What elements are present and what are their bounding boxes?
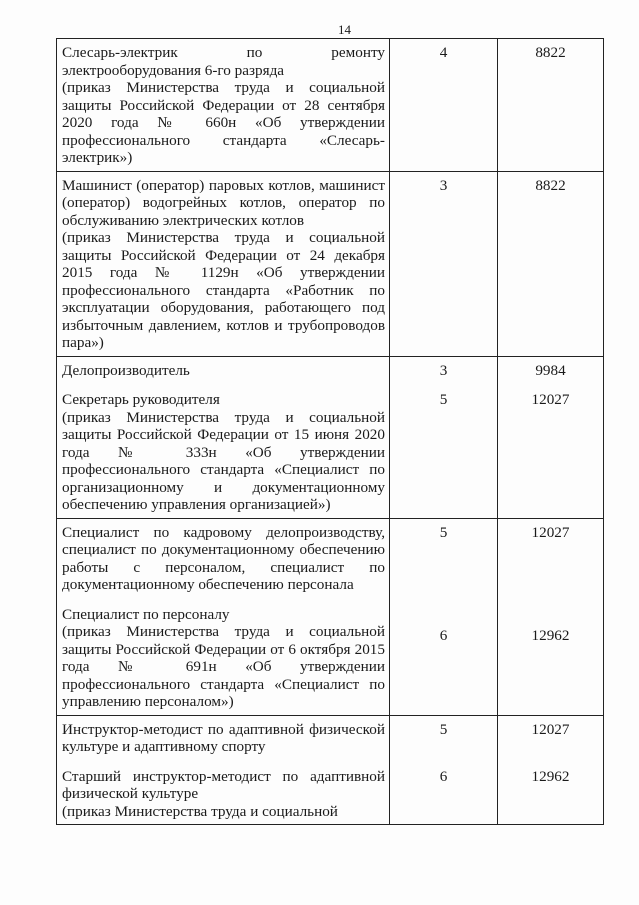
salary-cell <box>498 39 604 172</box>
table-row <box>57 171 604 356</box>
position-title: Слесарь-электрик по ремонту электрооборудования 6-го разряда <box>62 44 385 79</box>
position-title: Секретарь руководителя <box>62 391 220 408</box>
position-text <box>62 362 385 380</box>
position-text <box>62 721 385 756</box>
qualification-level: 5 <box>439 391 448 408</box>
salary-cell <box>498 518 604 715</box>
level-cell <box>390 39 498 172</box>
position-basis: (приказ Министерства труда и социальной <box>62 802 338 820</box>
position-basis: (приказ Министерства труда и социальной защиты Российской Федерации от 15 июня 2020 года № 333н «Об утверждении профессионального стандарта «Специалист по организационному и документационному обеспечению управления организацией») <box>62 408 385 513</box>
qualification-level: 3 <box>439 361 448 379</box>
table-row <box>57 715 604 825</box>
table-row <box>57 356 604 518</box>
qualification-level: 4 <box>439 44 448 61</box>
position-cell <box>57 715 390 825</box>
position-text <box>62 391 385 514</box>
level-cell <box>390 518 498 715</box>
position-basis: (приказ Министерства труда и социальной защиты Российской Федерации от 6 октября 2015 года № 691н «Об утверждении профессионального стандарта «Специалист по управлению персоналом») <box>62 623 385 710</box>
level-cell <box>390 715 498 825</box>
salary-cell <box>498 356 604 518</box>
level-cell <box>390 171 498 356</box>
position-title: Старший инструктор-методист по адаптивной физической культуре <box>62 767 385 802</box>
position-title: Машинист (оператор) паровых котлов, машинист (оператор) водогрейных котлов, оператор по обслуживанию электрических котлов <box>62 176 385 229</box>
salary-value: 12027 <box>531 523 570 541</box>
position-title: Инструктор-методист по адаптивной физической культуре и адаптивному спорту <box>62 720 385 755</box>
salary-value: 12027 <box>531 391 570 408</box>
table-row <box>57 518 604 715</box>
salary-value: 8822 <box>535 176 566 194</box>
salary-value: 12962 <box>531 627 570 644</box>
position-title: Специалист по персоналу <box>62 605 230 623</box>
qualification-level: 5 <box>439 720 448 738</box>
position-cell <box>57 356 390 518</box>
salary-value: 12027 <box>531 720 570 738</box>
salary-cell <box>498 171 604 356</box>
position-cell <box>57 518 390 715</box>
table-row <box>57 39 604 172</box>
position-text <box>62 44 385 167</box>
position-text <box>62 768 385 821</box>
position-title: Специалист по кадровому делопроизводству, специалист по документационному обеспечению работы с персоналом, специалист по документационному обеспечению персонала <box>62 523 385 593</box>
qualification-level: 6 <box>439 767 448 785</box>
position-basis: (приказ Министерства труда и социальной защиты Российской Федерации от 24 декабря 2015 года № 1129н «Об утверждении профессионального стандарта «Работник по эксплуатации оборудования, работающего под избыточным давлением, котлов и трубопроводов пара») <box>62 229 385 351</box>
page-number: 14 <box>338 22 351 37</box>
positions-table <box>56 38 604 825</box>
level-cell <box>390 356 498 518</box>
qualification-level: 6 <box>439 627 448 644</box>
position-text <box>62 524 385 594</box>
salary-value: 8822 <box>535 44 566 61</box>
position-text <box>62 177 385 352</box>
position-cell <box>57 39 390 172</box>
qualification-level: 3 <box>439 176 448 194</box>
position-title: Делопроизводитель <box>62 361 190 379</box>
position-cell <box>57 171 390 356</box>
qualification-level: 5 <box>439 523 448 541</box>
position-text <box>62 606 385 711</box>
position-basis: (приказ Министерства труда и социальной защиты Российской Федерации от 28 сентября 2020 года № 660н «Об утверждении профессионального стандарта «Слесарь-электрик») <box>62 79 385 166</box>
salary-value: 12962 <box>531 767 570 785</box>
salary-cell <box>498 715 604 825</box>
salary-value: 9984 <box>535 361 566 379</box>
